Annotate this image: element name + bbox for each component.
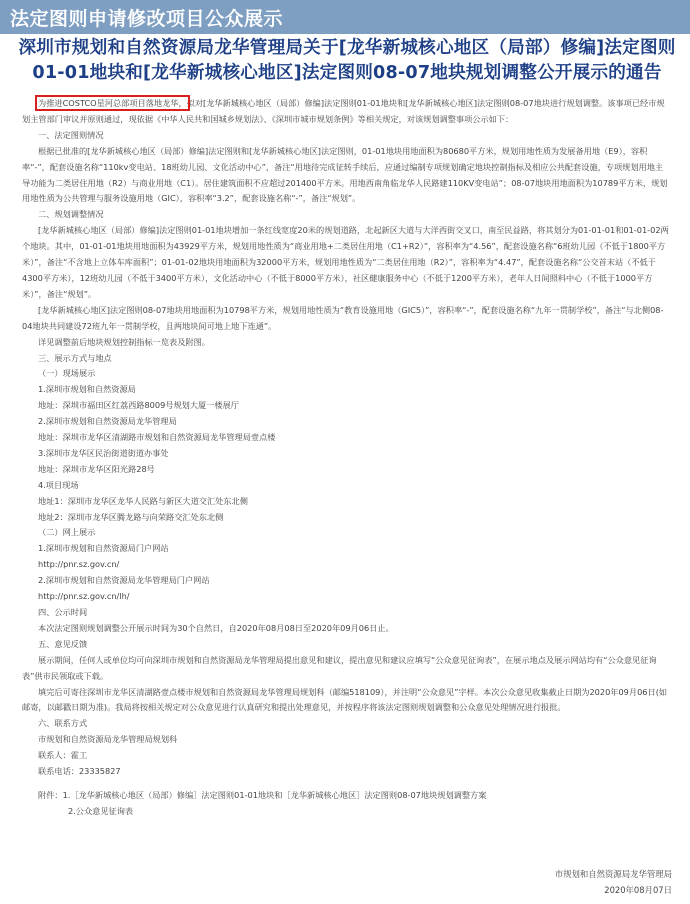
website-1-name: 1.深圳市规划和自然资源局门户网站: [38, 543, 169, 554]
contact-phone: 联系电话：23335827: [38, 766, 121, 777]
attachment-1: 附件：1.［龙华新城核心地区（局部）修编］法定图则01-01地块和［龙华新城核心地区］法定图则08-07地块规划调整方案: [38, 789, 487, 800]
section-2-paragraph-2: [龙华新城核心地区]法定图则08-07地块用地面积为10798平方米，规划用地性质为“教育设施用地（GIC5）”，容积率“-”，配套设施名称“九年一贯制学校”，备注“与北侧08-04地块共同建设72班九年一贯制学校，且两地块间可地上地下连通”。: [22, 304, 664, 331]
section-5-paragraph-2: 填完后可寄往深圳市龙华区清湖路壹点楼市规划和自然资源局龙华管理局规划科（邮编518109），并注明“公众意见”字样。本次公众意见收集截止日期为2020年09月06日(如邮寄，以邮戳日期为准)。我局将按相关规定对公众意见进行认真研究和提出处理意见，并按程序将该法定图则规划调整和公众意见处理情况进行报批。: [22, 686, 668, 713]
notice-title: 深圳市规划和自然资源局龙华管理局关于[龙华新城核心地区（局部）修编]法定图则01-01地块和[龙华新城核心地区]法定图则08-07地块规划调整公开展示的通告: [18, 38, 676, 83]
contact-person: 联系人：霍工: [38, 750, 88, 761]
sign-date: 2020年08月07日: [604, 885, 672, 895]
intro-text: 拟对[龙华新城核心地区（局部）修编]法定图则01-01地块和[龙华新城核心地区]法定图则08-07地块进行规划调整。该事项已经市规划主管部门审议并原则通过，现依据《中华人民共和国城乡规划法》、《深圳市城市规划条例》等相关规定，对该规划调整事项公示如下：: [22, 98, 665, 124]
section-6-heading: 六、联系方式: [38, 718, 88, 729]
venue-1-address: 地址：深圳市福田区红荔西路8009号规划大厦一楼展厅: [38, 400, 239, 411]
section-3-sub-1: （一）现场展示: [38, 368, 96, 379]
signature-block: [555, 866, 672, 898]
section-3-heading: 三、展示方式与地点: [38, 352, 112, 363]
section-1-heading: 一、法定图则情况: [38, 129, 104, 140]
website-2-url: http://pnr.sz.gov.cn/lh/: [38, 591, 130, 602]
contact-department: 市规划和自然资源局龙华管理局规划科: [38, 734, 178, 745]
intro-paragraph: [22, 96, 670, 128]
section-3-sub-2: （二）网上展示: [38, 527, 96, 538]
website-2-name: 2.深圳市规划和自然资源局龙华管理局门户网站: [38, 575, 210, 586]
spacer: [22, 780, 670, 788]
banner-title: 法定图则申请修改项目公众展示: [10, 7, 284, 30]
sign-organization: 市规划和自然资源局龙华管理局: [554, 869, 672, 879]
venue-4-name: 4.项目现场: [38, 479, 79, 490]
section-2-paragraph-3: 详见调整前后地块规划控制指标一览表及附图。: [38, 336, 210, 347]
section-2-paragraph-1: [龙华新城核心地区（局部）修编]法定图则01-01地块增加一条红线宽度20米的规划道路，北起新区大道与大洋西街交叉口，南至民益路，将其划分为01-01-01和01-01-02两个地块。其中，01-01-01地块用地面积为43929平方米，规划用地性质为“商业用地+二类居住用地（C1+R2）”，容积率为“4.56”，配套设施名称“6班幼儿园（不低于1800平方米）”，备注“不含地上立体车库面积”；01-01-02地块用地面积为32000平方米，规划用地性质为“二类居住用地（R2）”，容积率为“4.47”，配套设施名称“公交首末站（不低于4300平方米），12班幼儿园（不低于3400平方米），文化活动中心（不低于8000平方米），社区健康服务中心（不低于1200平方米），老年人日间照料中心（不低于1000平方米）”，备注“规划”。: [22, 225, 669, 299]
venue-4-address-2: 地址2：深圳市龙华区腾龙路与向荣路交汇处东北侧: [38, 511, 224, 522]
highlight-box: 为推进COSTCO星河总部项目落地龙华，: [38, 98, 187, 108]
section-2-heading: 二、规划调整情况: [38, 209, 104, 220]
section-4-paragraph: 本次法定图则规划调整公开展示时间为30个自然日，自2020年08月08日至2020年09月06日止。: [38, 622, 394, 633]
venue-3-name: 3.深圳市龙华区民治街道街道办事处: [38, 447, 169, 458]
banner: [0, 0, 690, 34]
attachment-2: 2.公众意见征询表: [68, 805, 134, 816]
section-1-paragraph: 根据已批准的[龙华新城核心地区（局部）修编]法定图则和[龙华新城核心地区]法定图则，01-01地块用地面积为80680平方米，规划用地性质为发展备用地（E9），容积率“-”，配套设施名称“110kv变电站、18班幼儿园、文化活动中心”，备注“用地待完成征转手续后，应通过编制专项规划确定地块控制指标及相应公共配套设施，专项规划用地主导功能为二类居住用地（R2）与商业用地（C1）。居住建筑面积不应超过201400平方米。用地西南角临龙华人民路建110KV变电站”；08-07地块用地面积为10789平方米，规划用地性质为公共管理与服务设施用地（GIC），容积率“3.2”，配套设施名称“-”，备注“规划”。: [22, 145, 668, 204]
venue-1-name: 1.深圳市规划和自然资源局: [38, 384, 136, 395]
venue-2-name: 2.深圳市规划和自然资源局龙华管理局: [38, 416, 177, 427]
notice-body: [22, 96, 670, 820]
section-4-heading: 四、公示时间: [38, 607, 88, 617]
venue-3-address: 地址：深圳市龙华区阳光路28号: [38, 463, 155, 474]
website-1-url: http://pnr.sz.gov.cn/: [38, 559, 120, 570]
venue-2-address: 地址：深圳市龙华区清湖路市规划和自然资源局龙华管理局壹点楼: [38, 432, 276, 443]
section-5-heading: 五、意见反馈: [38, 638, 88, 649]
section-5-paragraph-1: 展示期间，任何人或单位均可向深圳市规划和自然资源局龙华管理局提出意见和建议，提出意见和建议应填写“公众意见征询表”，在展示地点及展示网站均有“公众意见征询表”供市民领取或下载。: [22, 654, 657, 681]
venue-4-address-1: 地址1：深圳市龙华区龙华人民路与新区大道交汇处东北侧: [38, 495, 248, 506]
